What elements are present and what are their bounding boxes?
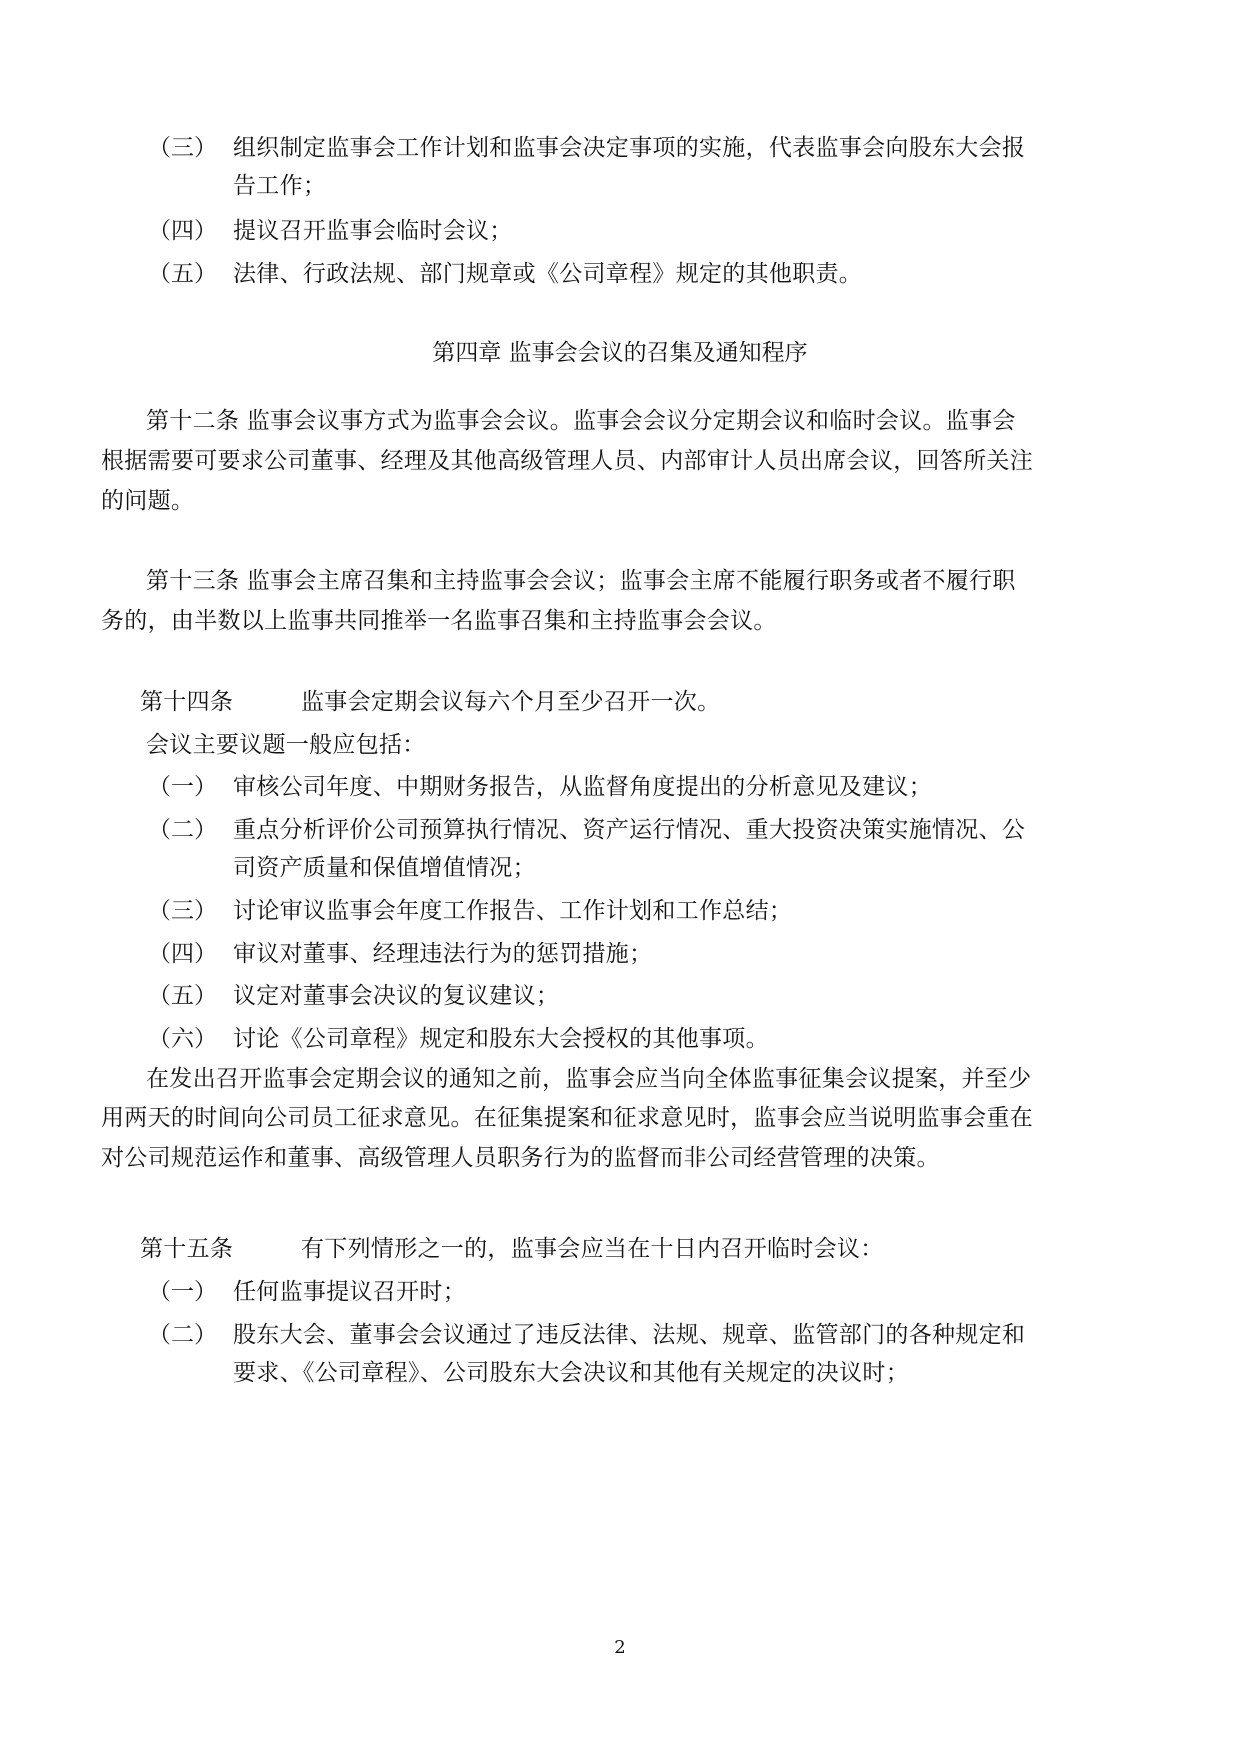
list-item-label: （三） [148, 898, 217, 924]
chapter-title: 第四章 监事会会议的召集及通知程序 [432, 340, 808, 366]
article-13-text: 第十三条 监事会主席召集和主持监事会会议；监事会主席不能履行职务或者不履行职 [146, 568, 1016, 594]
article-14-heading: 第十四条 [140, 689, 234, 715]
list-item-label: （二） [148, 1322, 217, 1348]
list-item-text: 议定对董事会决议的复议建议； [233, 983, 560, 1009]
article-14-closing: 在发出召开监事会定期会议的通知之前，监事会应当向全体监事征集会议提案，并至少 [146, 1066, 1032, 1092]
list-item-text: 任何监事提议召开时； [233, 1279, 466, 1305]
list-item-label: （五） [148, 261, 217, 287]
list-item-text: 讨论《公司章程》规定和股东大会授权的其他事项。 [233, 1026, 769, 1052]
list-item-label: （三） [148, 135, 217, 161]
list-item-text: 讨论审议监事会年度工作报告、工作计划和工作总结； [233, 898, 793, 924]
article-14-closing: 对公司规范运作和董事、高级管理人员职务行为的监督而非公司经营管理的决策。 [101, 1145, 940, 1171]
list-item-text: 组织制定监事会工作计划和监事会决定事项的实施，代表监事会向股东大会报 [233, 135, 1026, 161]
list-item-label: （二） [148, 817, 217, 843]
list-item-text: 审核公司年度、中期财务报告，从监督角度提出的分析意见及建议； [233, 774, 932, 800]
article-12-text: 第十二条 监事会议事方式为监事会会议。监事会会议分定期会议和临时会议。监事会 [146, 408, 1016, 434]
list-item-label: （四） [148, 218, 217, 244]
list-item-text: 告工作； [233, 173, 327, 199]
list-item-label: （一） [148, 774, 217, 800]
list-item-text: 要求、《公司章程》、公司股东大会决议和其他有关规定的决议时； [233, 1360, 909, 1386]
article-14-intro: 会议主要议题一般应包括： [146, 732, 426, 758]
list-item-text: 审议对董事、经理违法行为的惩罚措施； [233, 941, 653, 967]
list-item-text: 股东大会、董事会会议通过了违反法律、法规、规章、监管部门的各种规定和 [233, 1322, 1026, 1348]
article-14-text: 监事会定期会议每六个月至少召开一次。 [301, 689, 721, 715]
article-12-text: 根据需要可要求公司董事、经理及其他高级管理人员、内部审计人员出席会议，回答所关注 [101, 448, 1033, 474]
article-12-text: 的问题。 [101, 488, 195, 514]
list-item-text: 法律、行政法规、部门规章或《公司章程》规定的其他职责。 [233, 261, 863, 287]
list-item-label: （五） [148, 983, 217, 1009]
list-item-label: （一） [148, 1279, 217, 1305]
list-item-text: 司资产质量和保值增值情况； [233, 855, 536, 881]
article-15-heading: 第十五条 [140, 1236, 234, 1262]
page-number: 2 [614, 1637, 626, 1658]
list-item-text: 提议召开监事会临时会议； [233, 218, 513, 244]
article-13-text: 务的，由半数以上监事共同推举一名监事召集和主持监事会会议。 [101, 608, 777, 634]
list-item-label: （四） [148, 941, 217, 967]
list-item-text: 重点分析评价公司预算执行情况、资产运行情况、重大投资决策实施情况、公 [233, 817, 1026, 843]
article-15-text: 有下列情形之一的，监事会应当在十日内召开临时会议： [301, 1236, 884, 1262]
list-item-label: （六） [148, 1026, 217, 1052]
article-14-closing: 用两天的时间向公司员工征求意见。在征集提案和征求意见时，监事会应当说明监事会重在 [101, 1105, 1033, 1131]
